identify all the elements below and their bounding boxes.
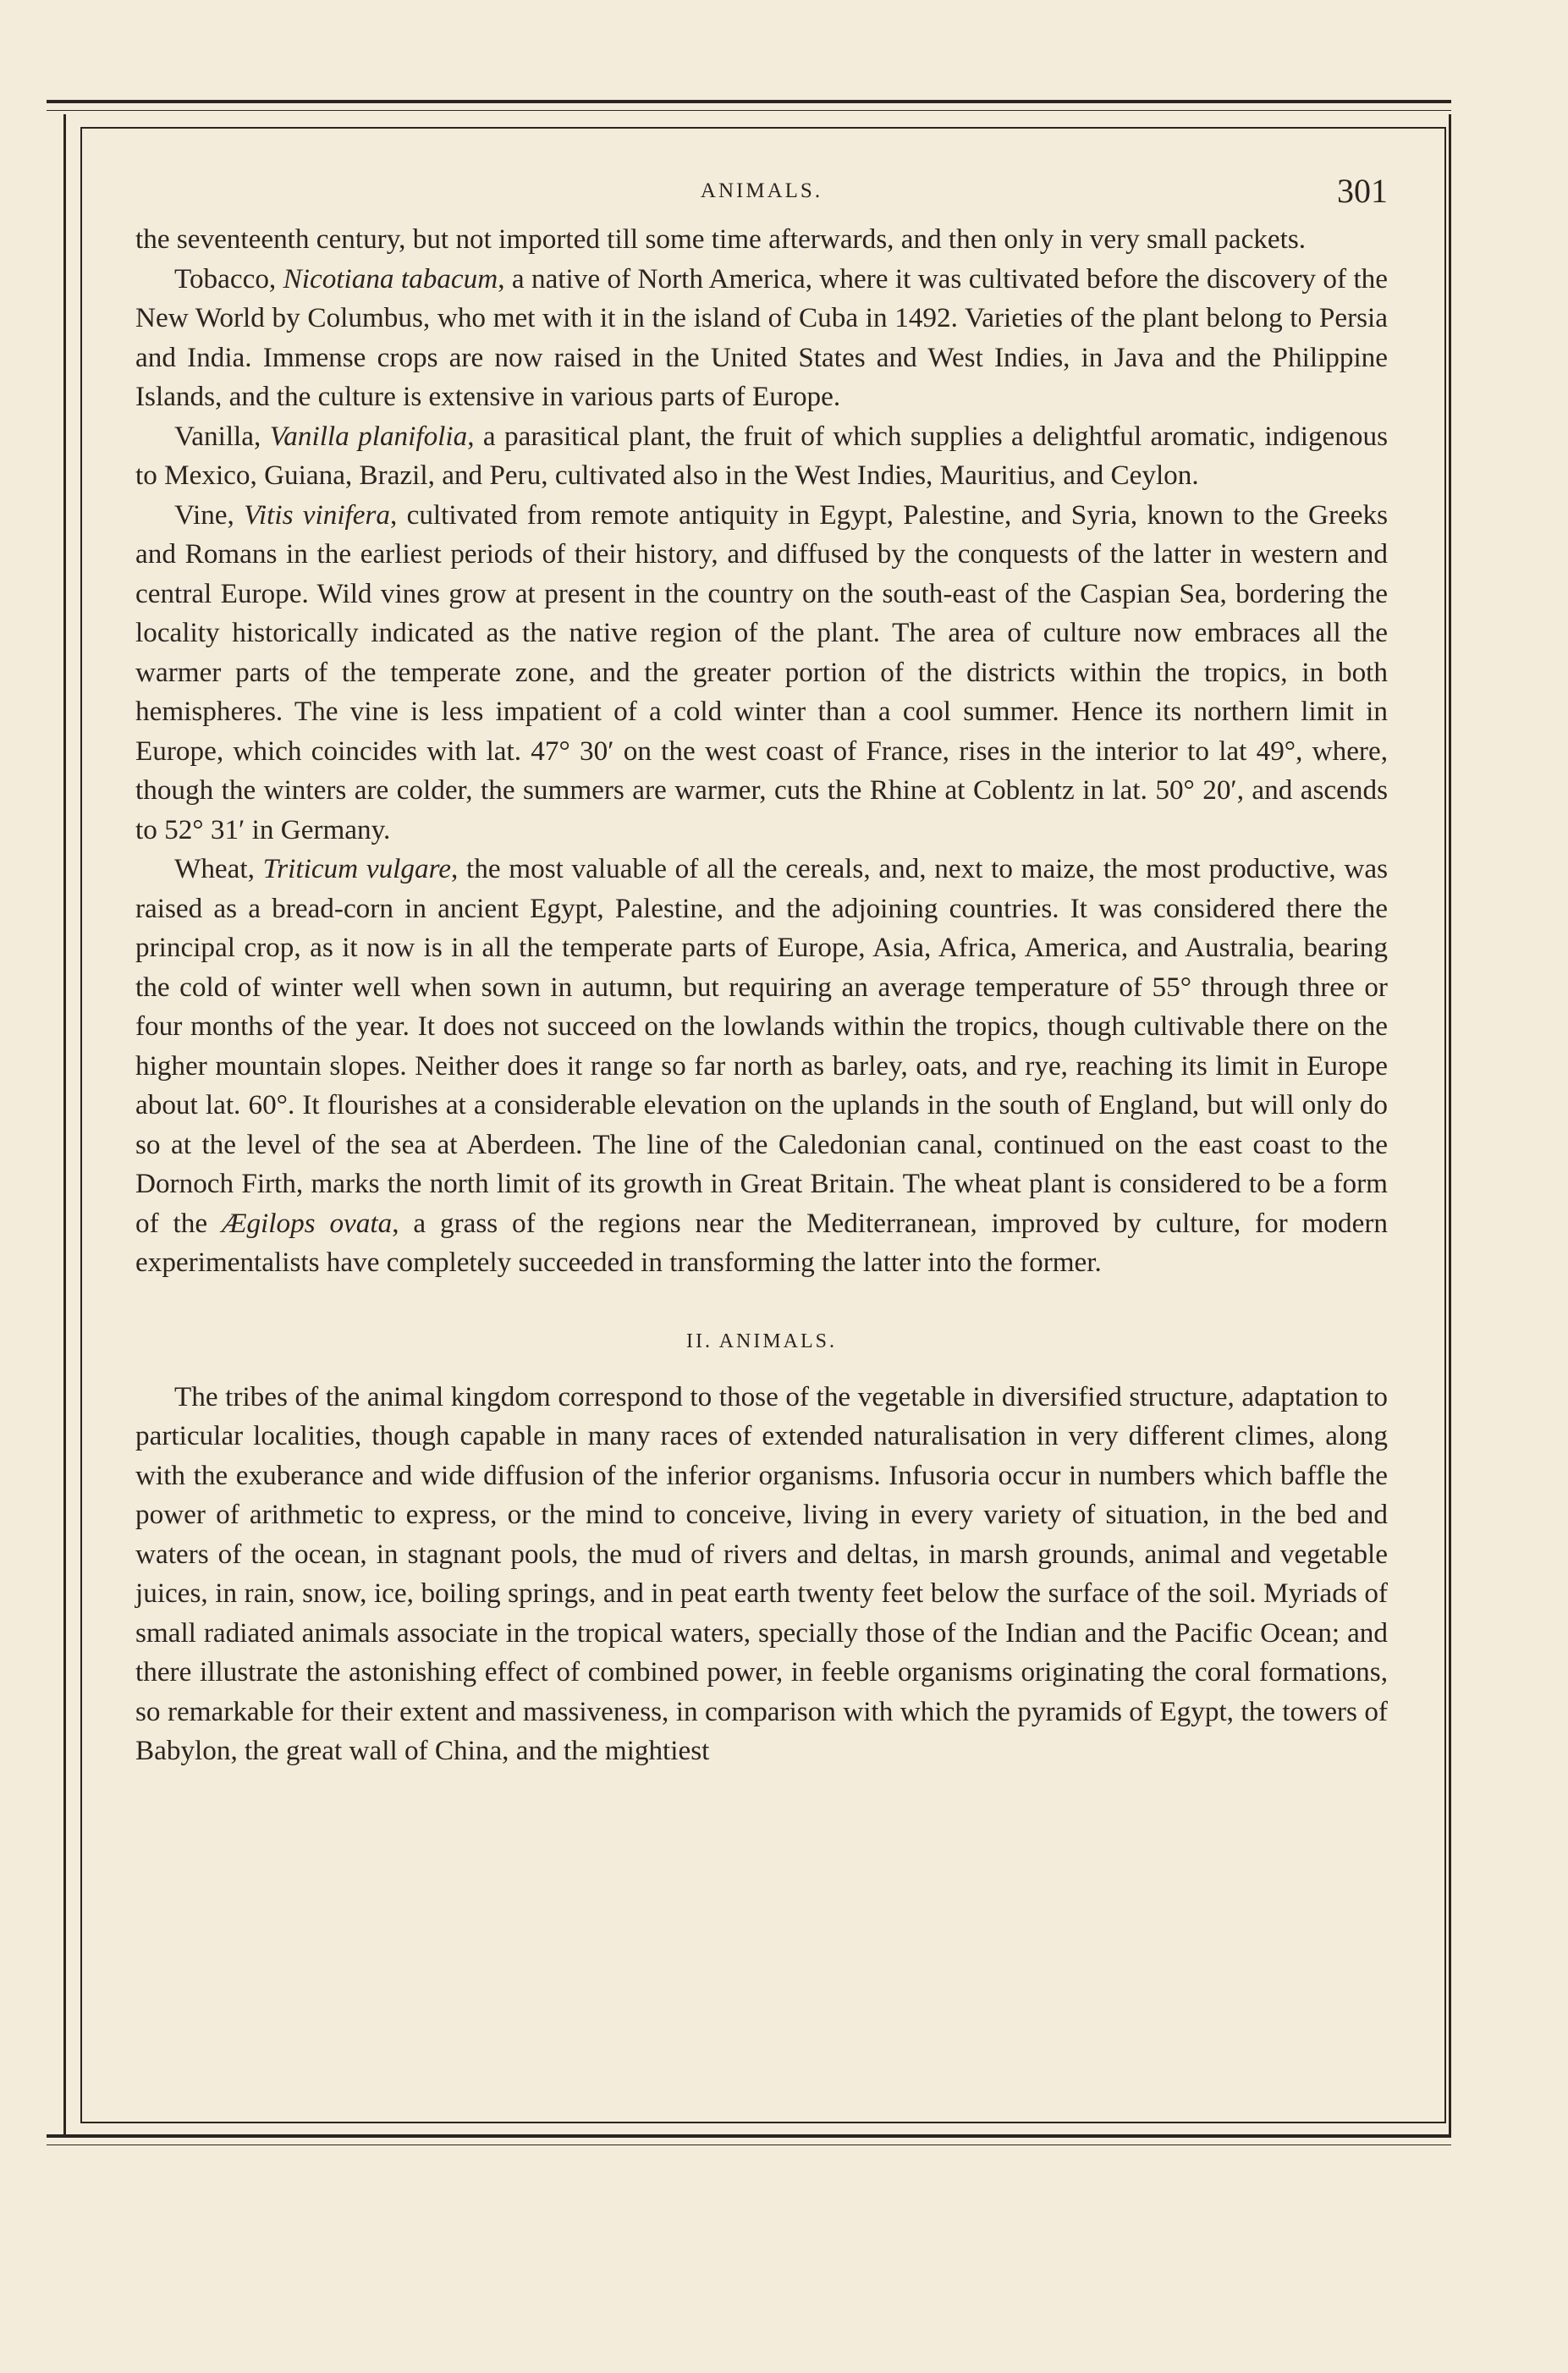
paragraph-wheat: Wheat, Triticum vulgare, the most valuable of all the cereals, and, next to maize, the most productive, was raised as a bread-corn in ancient Egypt, Palestine, and the adjoining countries. It was considered there the principal crop, as it now is in all the temperate parts of Europe, Asia, Africa, America, and Australia, bearing the cold of winter well when sown in autumn, but requiring an average temperature of 55° through three or four months of the year. It does not succeed on the lowlands within the tropics, though cultivable there on the higher mountain slopes. Neither does it range so far north as barley, oats, and rye, reaching its limit in Europe about lat. 60°. It flourishes at a considerable elevation on the uplands in the south of England, but will only do so at the level of the sea at Aberdeen. The line of the Caledonian canal, continued on the east coast to the Dornoch Firth, marks the north limit of its growth in Great Britain. The wheat plant is considered to be a form of the Ægilops ovata, a grass of the regions near the Mediterranean, improved by culture, for modern experimentalists have completely succeeded in transforming the latter into the former.: [135, 853, 1388, 1278]
page-body: [135, 169, 1388, 1771]
top-rule-thin: [47, 110, 1451, 111]
paragraph-continuation: the seventeenth century, but not imported till some time afterwards, and then only in very small packets.: [135, 223, 1307, 255]
left-rule-outer: [63, 114, 66, 2137]
species-name: Ægilops ovata: [221, 1207, 393, 1239]
right-rule-outer: [1449, 114, 1451, 2137]
paragraph-vine: Vine, Vitis vinifera, cultivated from remote antiquity in Egypt, Palestine, and Syria, known to the Greeks and Romans in the earliest periods of their history, and diffused by the conquests of the latter in western and central Europe. Wild vines grow at present in the country on the south-east of the Caspian Sea, bordering the locality historically indicated as the native region of the plant. The area of culture now embraces all the warmer parts of the temperate zone, and the greater portion of the districts within the tropics, in both hemispheres. The vine is less impatient of a cold winter than a cool summer. Hence its northern limit in Europe, which coincides with lat. 47° 30′ on the west coast of France, rises in the interior to lat 49°, where, though the winters are colder, the summers are warmer, cuts the Rhine at Coblentz in lat. 50° 20′, and ascends to 52° 31′ in Germany.: [135, 498, 1388, 845]
paragraph-vanilla: Vanilla, Vanilla planifolia, a parasitical plant, the fruit of which supplies a delightful aromatic, indigenous to Mexico, Guiana, Brazil, and Peru, cultivated also in the West Indies, Mauritius, and Ceylon.: [135, 420, 1388, 491]
page-header: [135, 169, 1388, 220]
species-name: Vanilla planifolia: [269, 420, 468, 452]
paragraph-animals: The tribes of the animal kingdom correspond to those of the vegetable in diversified structure, adaptation to particular localities, though capable in many races of extended naturalisation in very different climes, along with the exuberance and wide diffusion of the inferior organisms. Infusoria occur in numbers which baffle the power of arithmetic to express, or the mind to conceive, living in every variety of situation, in the bed and waters of the ocean, in stagnant pools, the mud of rivers and deltas, in marsh grounds, animal and vegetable juices, in rain, snow, ice, boiling springs, and in peat earth twenty feet below the surface of the soil. Myriads of small radiated animals associate in the tropical waters, specially those of the Indian and the Pacific Ocean; and there illustrate the astonishing effect of combined power, in feeble organisms originating the coral formations, so remarkable for their extent and massiveness, in comparison with which the pyramids of Egypt, the towers of Babylon, the great wall of China, and the mightiest: [135, 1380, 1388, 1766]
species-name: Nicotiana tabacum: [283, 262, 498, 295]
running-title: ANIMALS.: [700, 179, 823, 202]
species-name: Triticum vulgare: [262, 853, 451, 884]
paragraph-tobacco: Tobacco, Nicotiana tabacum, a native of North America, where it was cultivated before the discovery of the New World by Columbus, who met with it in the island of Cuba in 1492. Varieties of the plant belong to Persia and India. Immense crops are now raised in the United States and West Indies, in Java and the Philippine Islands, and the culture is extensive in various parts of Europe.: [135, 262, 1388, 412]
page-number: 301: [1337, 172, 1388, 210]
species-name: Vitis vinifera: [244, 498, 391, 531]
section-heading: II. ANIMALS.: [686, 1330, 837, 1352]
bottom-rule-thick: [47, 2134, 1451, 2138]
top-rule-thick: [47, 100, 1451, 103]
